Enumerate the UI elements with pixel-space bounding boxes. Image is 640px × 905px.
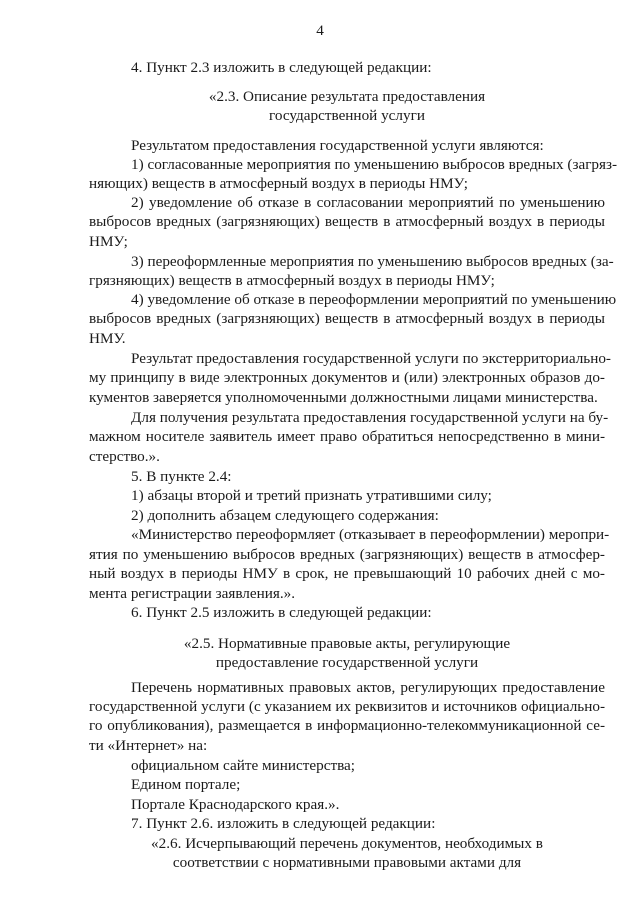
text-line: няющих) веществ в атмосферный воздух в периоды НМУ; (89, 175, 469, 192)
text-line: Результат предоставления государственной услуги по экстерриториально- (131, 350, 611, 367)
text-line: мажном носителе заявитель имеет право обратиться непосредственно в мини- (89, 428, 605, 445)
text-line: му принципу в виде электронных документов и (или) электронных образов до- (89, 369, 605, 386)
text-line: го опубликования), размещается в информационно-телекоммуникационной се- (89, 717, 605, 734)
text-line: НМУ; (89, 233, 128, 250)
text-line: выбросов вредных (загрязняющих) веществ в атмосферный воздух в периоды (89, 213, 605, 230)
text-line: 4) уведомление об отказе в переоформлении мероприятий по уменьшению (131, 291, 617, 308)
text-line: Портале Краснодарского края.». (131, 796, 340, 813)
text-line: 3) переоформленные мероприятия по уменьшению выбросов вредных (за- (131, 253, 614, 270)
text-line: мента регистрации заявления.». (89, 585, 296, 602)
text-line: 1) абзацы второй и третий признать утратившими силу; (131, 487, 492, 504)
text-line: 2) дополнить абзацем следующего содержания: (131, 507, 439, 524)
text-line: предоставление государственной услуги (215, 654, 479, 671)
text-line: «2.5. Нормативные правовые акты, регулирующие (183, 635, 511, 652)
text-line: Перечень нормативных правовых актов, регулирующих предоставление (131, 679, 605, 696)
text-line: государственной услуги (269, 107, 425, 124)
text-line: 4. Пункт 2.3 изложить в следующей редакции: (131, 59, 432, 76)
text-line: «Министерство переоформляет (отказывает в переоформлении) меропри- (131, 526, 610, 543)
text-line: Едином портале; (131, 776, 241, 793)
text-line: государственной услуги (с указанием их реквизитов и источников официально- (89, 698, 605, 715)
text-line: официальном сайте министерства; (131, 757, 356, 774)
text-line: стерство.». (89, 448, 160, 465)
text-line: 1) согласованные мероприятия по уменьшению выбросов вредных (загряз- (131, 156, 618, 173)
text-line: грязняющих) веществ в атмосферный воздух в периоды НМУ; (89, 272, 495, 289)
text-line: 6. Пункт 2.5 изложить в следующей редакции: (131, 604, 432, 621)
text-line: ный воздух в периоды НМУ в срок, не превышающий 10 рабочих дней с мо- (89, 565, 605, 582)
text-line: 2) уведомление об отказе в согласовании мероприятий по уменьшению (131, 194, 605, 211)
text-line: ти «Интернет» на: (89, 737, 208, 754)
text-line: соответствии с нормативными правовыми актами для (172, 854, 522, 871)
text-line: 7. Пункт 2.6. изложить в следующей редакции: (131, 815, 436, 832)
text-line: кументов заверяется уполномоченными должностными лицами министерства. (89, 389, 598, 406)
text-line: 5. В пункте 2.4: (131, 468, 232, 485)
page-number: 4 (316, 22, 324, 39)
text-line: НМУ. (89, 330, 126, 347)
text-line: Для получения результата предоставления государственной услуги на бу- (131, 409, 609, 426)
text-line: «2.3. Описание результата предоставления (208, 88, 486, 105)
text-line: выбросов вредных (загрязняющих) веществ в атмосферный воздух в периоды (89, 310, 605, 327)
text-line: ятия по уменьшению выбросов вредных (загрязняющих) веществ в атмосфер- (89, 546, 605, 563)
text-line: «2.6. Исчерпывающий перечень документов, необходимых в (151, 835, 543, 852)
text-line: Результатом предоставления государственной услуги являются: (131, 137, 544, 154)
